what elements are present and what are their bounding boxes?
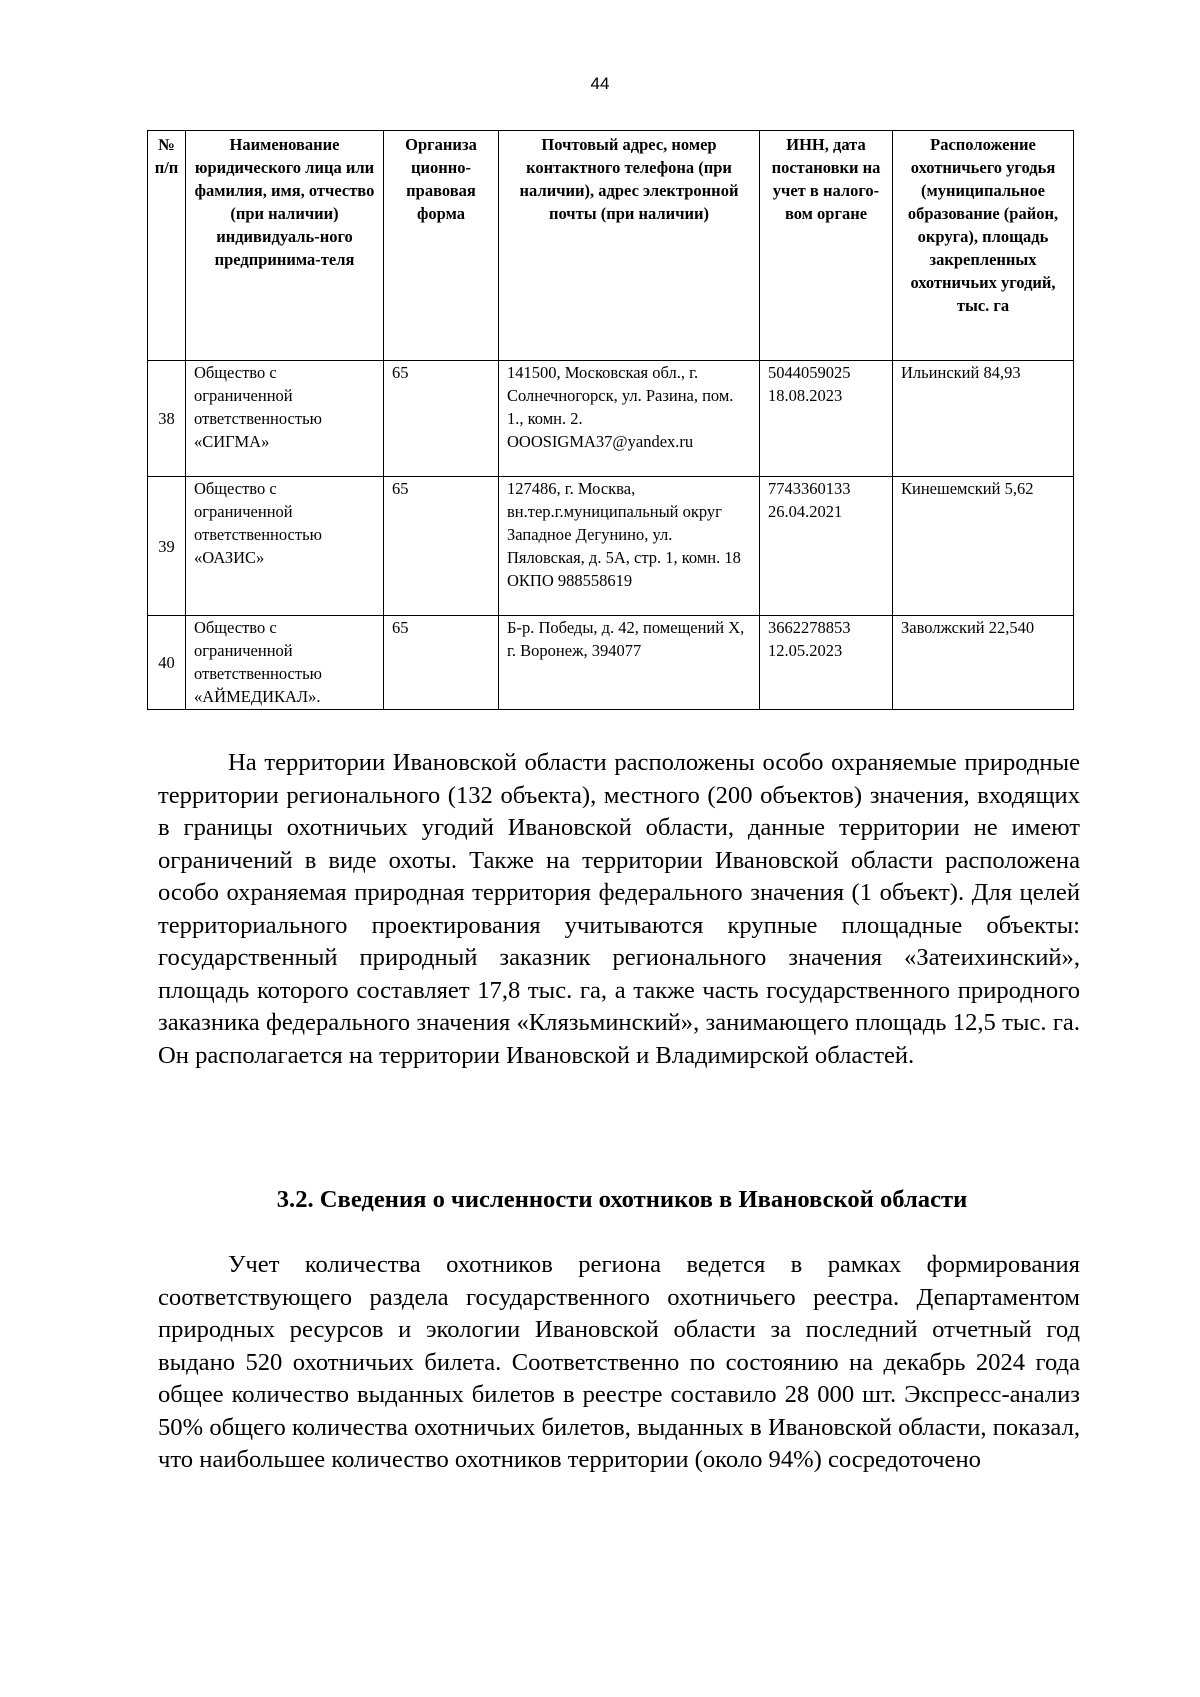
table-header-row (148, 131, 1074, 361)
row-name: Общество с ограниченной ответственностью «ОАЗИС» (186, 477, 384, 616)
header-location: Расположение охотничьего угодья (муниципальное образование (район, округа), площадь закрепленных охотничьих угодий, тыс. га (893, 131, 1074, 361)
table-row (148, 361, 1074, 477)
hunting-grounds-table (147, 130, 1074, 710)
header-inn: ИНН, дата постановки на учет в налого-вом органе (760, 131, 893, 361)
header-address: Почтовый адрес, номер контактного телефона (при наличии), адрес электронной почты (при наличии) (499, 131, 760, 361)
row-form: 65 (384, 477, 499, 616)
row-form: 65 (384, 361, 499, 477)
row-location: Ильинский 84,93 (893, 361, 1074, 477)
paragraph-text: Учет количества охотников региона ведется в рамках формирования соответствующего раздела государственного охотничьего реестра. Департаментом природных ресурсов и экологии Ивановской области за последний отчетный год выдано 520 охотничьих билета. Соответственно по состоянию на декабрь 2024 года общее количество выданных билетов в реестре составило 28 000 шт. Экспресс-анализ 50% общего количества охотничьих билетов, выданных в Ивановской области, показал, что наибольшее количество охотников территории (около 94%) сосредоточено (158, 1251, 1080, 1473)
row-location: Заволжский 22,540 (893, 616, 1074, 710)
row-number: 40 (148, 616, 186, 710)
row-number: 39 (148, 477, 186, 616)
paragraph-hunters-count (158, 1249, 1080, 1477)
header-name: Наименование юридического лица или фамилия, имя, отчество (при наличии) индивидуаль-ного предпринима-теля (186, 131, 384, 361)
page-number: 44 (590, 74, 610, 93)
row-location: Кинешемский 5,62 (893, 477, 1074, 616)
table-row (148, 477, 1074, 616)
row-address: 141500, Московская обл., г. Солнечногорск, ул. Разина, пом. 1., комн. 2. OOOSIGMA37@yandex.ru (499, 361, 760, 477)
row-inn: 3662278853 12.05.2023 (760, 616, 893, 710)
row-inn: 7743360133 26.04.2021 (760, 477, 893, 616)
table-row (148, 616, 1074, 710)
header-number: № п/п (148, 131, 186, 361)
paragraph-protected-areas (158, 747, 1080, 1072)
row-name: Общество с ограниченной ответственностью «СИГМА» (186, 361, 384, 477)
paragraph-text: На территории Ивановской области расположены особо охраняемые природные территории регионального (132 объекта), местного (200 объектов) значения, входящих в границы охотничьих угодий Ивановской области, данные территории не имеют ограничений в виде охоты. Также на территории Ивановской области расположена особо охраняемая природная территория федерального значения (1 объект). Для целей территориального проектирования учитываются крупные площадные объекты: государственный природный заказник регионального значения «Затеихинский», площадь которого составляет 17,8 тыс. га, а также часть государственного природного заказника федерального значения «Клязьминский», занимающего площадь 12,5 тыс. га. Он располагается на территории Ивановской и Владимирской областей. (158, 749, 1080, 1069)
row-number: 38 (148, 361, 186, 477)
row-address: Б-р. Победы, д. 42, помещений Х, г. Воронеж, 394077 (499, 616, 760, 710)
section-heading: 3.2. Сведения о численности охотников в Ивановской области (276, 1186, 968, 1213)
row-address: 127486, г. Москва, вн.тер.г.муниципальный округ Западное Дегунино, ул. Пяловская, д. 5А, стр. 1, комн. 18 ОКПО 988558619 (499, 477, 760, 616)
row-inn: 5044059025 18.08.2023 (760, 361, 893, 477)
header-form: Организа ционно-правовая форма (384, 131, 499, 361)
row-form: 65 (384, 616, 499, 710)
row-name: Общество с ограниченной ответственностью «АЙМЕДИКАЛ». (186, 616, 384, 710)
